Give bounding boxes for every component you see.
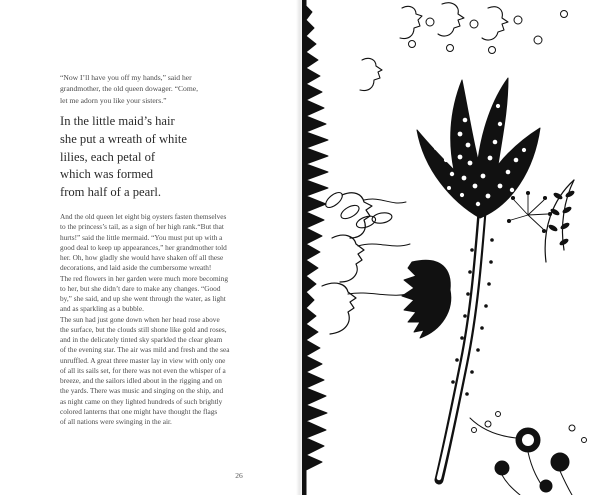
face-profiles [322, 193, 372, 334]
pull-quote: In the little maid’s hair she put a wreath of white lilies, each petal of which was formed from half of a pearl. [60, 114, 187, 200]
page-number: 26 [235, 471, 243, 480]
right-page [302, 0, 600, 495]
eye-rings [409, 11, 568, 54]
body-text: And the old queen let eight big oysters fasten themselves to the princess’s tail, as a sign of her high rank.“But that hurts!” said the little mermaid. “You must put up with a good deal to keep up appearances,” her grandmother told her. Oh, how gladly she would have shaken off all these decorations, and laid aside the cumbersome wreath! The red flowers in her garden were much more becoming to her, but she didn’t dare to make any changes. “Good by,” she said, and up she went through the water, as light and as sparkling as a bubble. The sun had just gone down when her head rose above the surface, but the clouds still shone like gold and roses, and in the delicately tinted sky sparkled the clear gleam of the evening star. The air was mild and fresh and the sea unruffled. A great three master lay in view with only one of all its sails set, for there was not even the whisper of a breeze, and the sailors idled about in the rigging and on the yards. There was music and singing on the ship, and as night came on they lighted hundreds of such brightly colored lanterns that one might have thought the flags of all nations were swinging in the air. [60, 212, 230, 426]
bottom-flowers [495, 428, 569, 492]
top-faces [360, 3, 508, 91]
flower-illustration [302, 0, 600, 495]
stem [439, 212, 482, 480]
dark-petal [402, 260, 451, 338]
dandelion [507, 191, 551, 232]
intro-paragraph: “Now I’ll have you off my hands,” said her grandmother, the old queen dowager. “Come, let me adorn you like your sisters.” [60, 73, 199, 105]
leaf-pods [323, 190, 393, 230]
spiky-border [302, 0, 328, 495]
left-page [0, 0, 298, 495]
frond-leaves [547, 189, 575, 246]
